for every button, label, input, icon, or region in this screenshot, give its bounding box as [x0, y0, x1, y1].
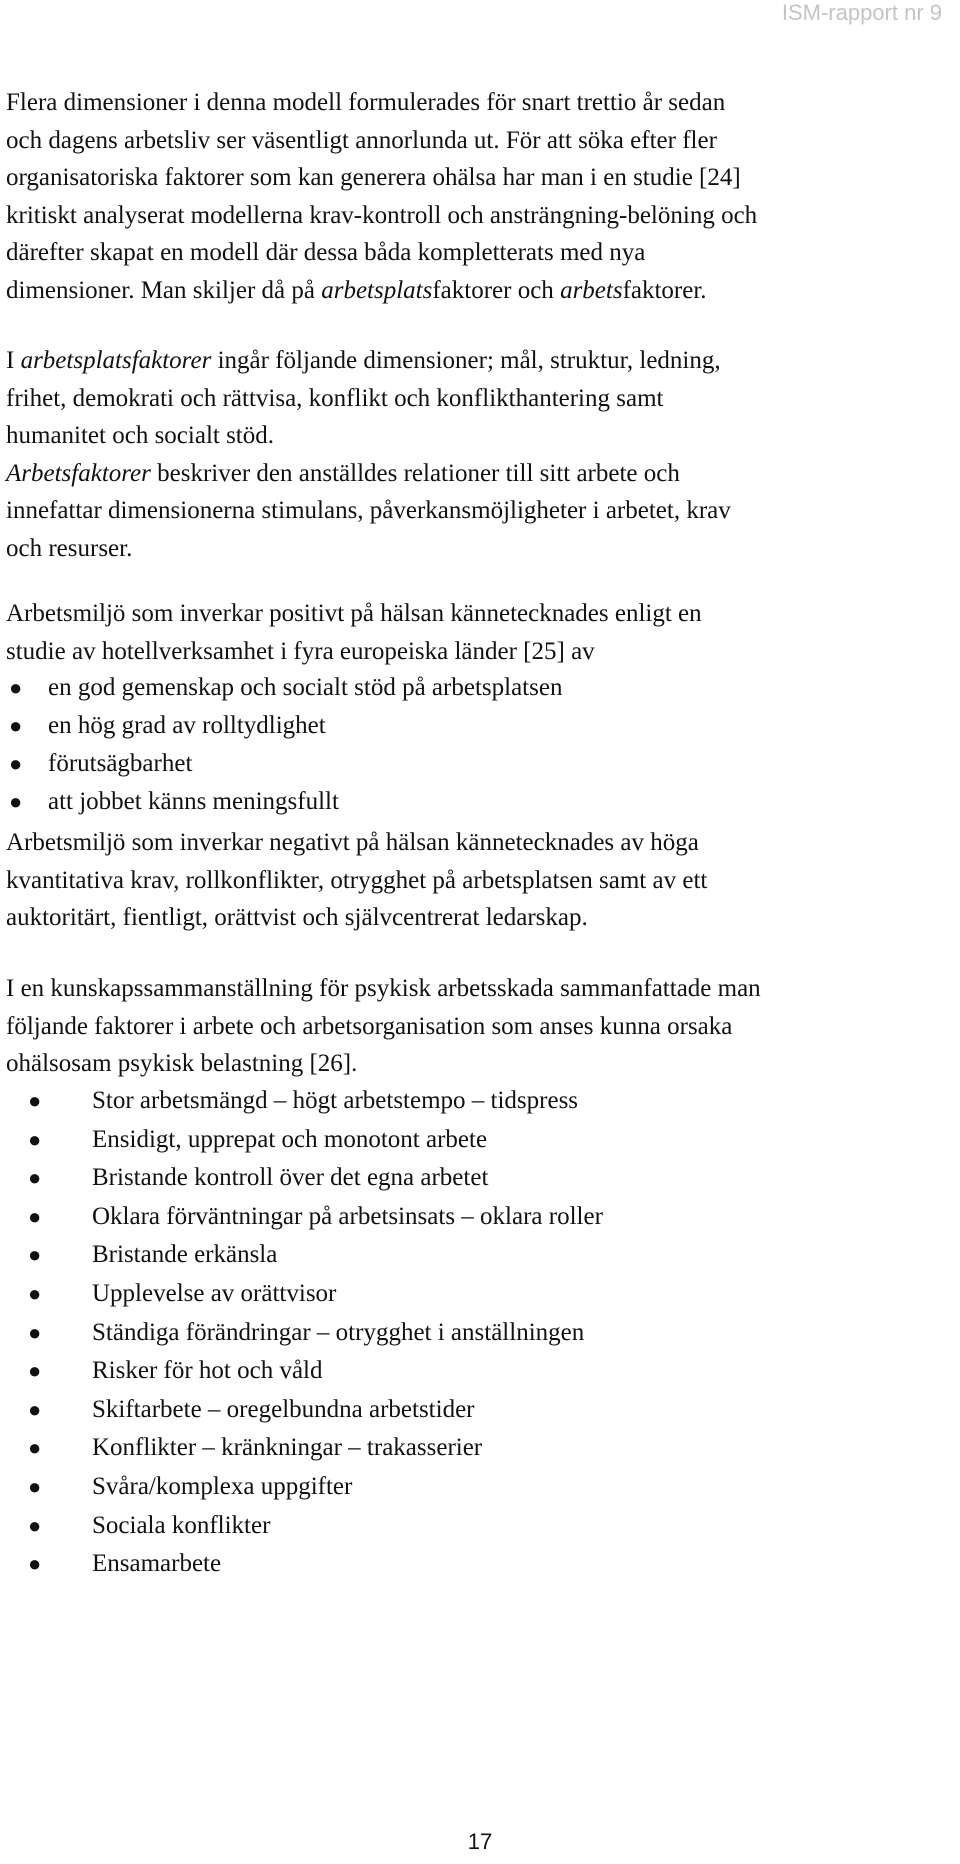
bullet-icon: ●: [28, 1242, 42, 1268]
list-item: [6, 1236, 603, 1275]
list-item-text: Bristande kontroll över det egna arbetet: [92, 1164, 489, 1192]
list-item: [6, 1545, 603, 1584]
bullet-icon: ●: [28, 1551, 42, 1577]
italic-term: arbetsplatsfaktorer: [20, 347, 212, 374]
text-line: [6, 455, 954, 493]
text-line: Arbetsmiljö som inverkar negativt på hälsan kännetecknades av höga: [6, 829, 699, 856]
text-line: och dagens arbetsliv ser väsentligt annorlunda ut. För att söka efter fler: [6, 126, 717, 154]
list-item-text: att jobbet känns meningsfullt: [48, 788, 339, 815]
bullet-icon: ●: [28, 1396, 42, 1422]
list-item: [6, 1352, 603, 1391]
list-item: [6, 1121, 603, 1160]
bullet-icon: ●: [28, 1165, 42, 1191]
text-line: organisatoriska faktorer som kan generera ohälsa har man i en studie [24]: [6, 164, 741, 191]
list-item-text: Bristande erkänsla: [92, 1241, 278, 1269]
text-run: faktorer.: [622, 276, 707, 304]
italic-term: arbets: [560, 276, 623, 304]
list-item: [6, 1314, 603, 1353]
bullet-icon: ●: [9, 751, 23, 776]
list-item-text: Ensamarbete: [92, 1550, 222, 1578]
positive-factors-list: [6, 669, 562, 821]
bullet-icon: ●: [9, 675, 23, 700]
text-line: och resurser.: [6, 534, 133, 562]
text-run: dimensioner. Man skiljer då på: [6, 276, 322, 304]
paragraph-negative-environment: [6, 824, 954, 937]
list-item: [6, 783, 562, 821]
bullet-icon: ●: [28, 1088, 42, 1113]
list-item: [6, 707, 562, 745]
text-line: kvantitativa krav, rollkonflikter, otrygghet på arbetsplatsen samt av ett: [6, 866, 708, 894]
text-line: därefter skapat en modell där dessa båda kompletterats med nya: [6, 239, 646, 266]
text-line: [6, 342, 954, 380]
text-run: I: [6, 347, 21, 374]
list-item-text: Ensidigt, upprepat och monotont arbete: [92, 1125, 488, 1153]
list-item: [6, 1159, 603, 1198]
bullet-icon: ●: [28, 1319, 42, 1345]
list-item: [6, 1082, 603, 1121]
list-item: [6, 1429, 603, 1468]
text-line: Arbetsmiljö som inverkar positivt på hälsan kännetecknades enligt en: [6, 600, 702, 627]
list-item-text: Stor arbetsmängd – högt arbetstempo – tidspress: [92, 1087, 579, 1114]
text-line: innefattar dimensionerna stimulans, påverkansmöjligheter i arbetet, krav: [6, 497, 731, 524]
text-line: frihet, demokrati och rättvisa, konflikt och konflikthantering samt: [6, 384, 664, 412]
list-item: [6, 745, 562, 783]
list-item-text: Ständiga förändringar – otrygghet i anställningen: [92, 1318, 585, 1346]
text-line: ohälsosam psykisk belastning [26].: [6, 1050, 358, 1077]
text-run: beskriver den anställdes relationer till sitt arbete och: [150, 459, 680, 487]
list-item-text: Oklara förväntningar på arbetsinsats – oklara roller: [92, 1202, 603, 1230]
list-item-text: en hög grad av rolltydlighet: [48, 712, 326, 739]
text-line: Flera dimensioner i denna modell formulerades för snart trettio år sedan: [6, 89, 726, 116]
text-line: humanitet och socialt stöd.: [6, 422, 275, 449]
list-item-text: Skiftarbete – oregelbundna arbetstider: [92, 1395, 475, 1423]
paragraph-factor-definitions: [6, 342, 954, 567]
list-item: [6, 1507, 603, 1546]
list-item: [6, 1468, 603, 1507]
bullet-icon: ●: [28, 1473, 42, 1499]
paragraph-positive-environment: [6, 595, 954, 670]
text-line: studie av hotellverksamhet i fyra europeiska länder [25] av: [6, 637, 595, 665]
list-item-text: Upplevelse av orättvisor: [92, 1279, 337, 1307]
text-run: ingår följande dimensioner; mål, struktur, ledning,: [211, 347, 721, 374]
list-item: [6, 1198, 603, 1237]
list-item-text: en god gemenskap och socialt stöd på arbetsplatsen: [48, 674, 563, 701]
bullet-icon: ●: [28, 1512, 42, 1538]
text-line: följande faktorer i arbete och arbetsorganisation som anses kunna orsaka: [6, 1012, 733, 1040]
list-item-text: Risker för hot och våld: [92, 1357, 323, 1385]
risk-factors-list: [6, 1082, 603, 1584]
paragraph-knowledge-summary: [6, 970, 954, 1083]
text-line: I en kunskapssammanställning för psykisk arbetsskada sammanfattade man: [6, 975, 761, 1002]
bullet-icon: ●: [28, 1435, 42, 1461]
text-line: kritiskt analyserat modellerna krav-kontroll och ansträngning-belöning och: [6, 201, 758, 229]
bullet-icon: ●: [28, 1203, 42, 1229]
bullet-icon: ●: [9, 789, 23, 814]
bullet-icon: ●: [28, 1280, 42, 1306]
list-item-text: förutsägbarhet: [48, 750, 193, 777]
page-number: 17: [467, 1829, 493, 1854]
paragraph-model-dimensions: [6, 84, 954, 309]
list-item-text: Konflikter – kränkningar – trakasserier: [92, 1434, 483, 1462]
italic-term: arbetsplats: [321, 276, 433, 304]
report-header: ISM-rapport nr 9: [781, 0, 942, 25]
italic-term: Arbetsfaktorer: [6, 459, 151, 487]
text-run: faktorer och: [432, 276, 561, 304]
bullet-icon: ●: [28, 1126, 42, 1152]
bullet-icon: ●: [9, 713, 23, 738]
list-item-text: Sociala konflikter: [92, 1511, 271, 1539]
list-item: [6, 669, 562, 707]
list-item: [6, 1391, 603, 1430]
bullet-icon: ●: [28, 1358, 42, 1384]
text-line: auktoritärt, fientligt, orättvist och självcentrerat ledarskap.: [6, 904, 588, 931]
list-item-text: Svåra/komplexa uppgifter: [92, 1472, 353, 1500]
list-item: [6, 1275, 603, 1314]
text-line: [6, 272, 954, 310]
